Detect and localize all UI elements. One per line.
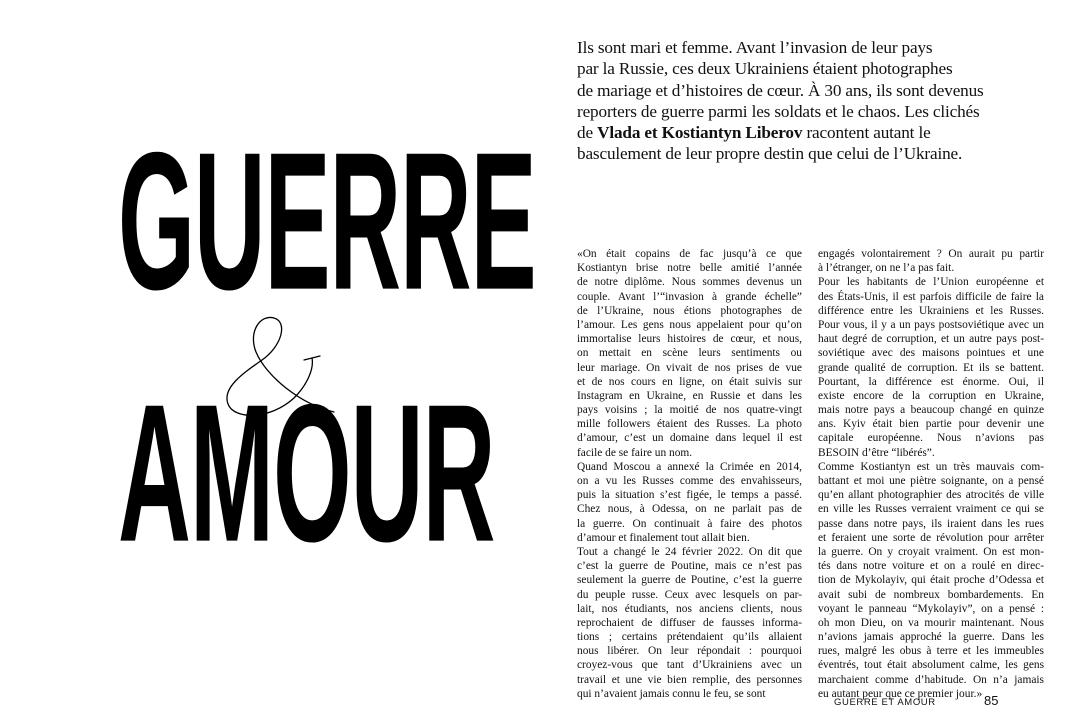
headline-word-guerre: GUERRE [118,112,536,331]
body-line: «On était copains de fac jusqu’à ce que [577,248,802,260]
lede-line: reporters de guerre parmi les soldats et le chaos. Les clichés [577,101,980,121]
lede-line [577,122,997,143]
body-line: capitale européenne. Nous n’avions pas [818,432,1044,445]
body-line: Comme Kostiantyn est un très mauvais com- [818,460,1044,473]
body-line: en ville les Russes verraient vraiment ce qui se [818,503,1044,516]
body-line: immortalise leurs histoires de cœur, et nous, [577,333,802,346]
body-line: avait subi de nombreux bombardements. En [818,588,1044,601]
body-line: de l’Ukraine, nous étions photographes de [577,304,802,317]
body-line: à l’étranger, on ne l’a pas fait. [818,262,955,275]
lede-paragraph [577,37,997,165]
body-line: Kostiantyn brise notre belle amitié l’année [577,262,802,275]
lede-line: basculement de leur propre destin que celui de l’Ukraine. [577,144,963,164]
body-line: tions ; certains prétendaient qu’ils allaient [577,631,802,644]
body-line: d’amour, c’est un domaine dans lequel il est [577,432,802,445]
body-line: tés dans notre voiture et on a roulé en direc- [818,560,1044,573]
body-line: Tout a changé le 24 février 2022. On dit que [577,545,802,558]
body-line: engagés volontairement ? On aurait pu partir [818,248,1044,260]
lede-line: par la Russie, ces deux Ukrainiens étaient photographes [577,59,953,79]
body-line: mais notre pays a beaucoup changé en quinze [818,404,1044,417]
body-line: la guerre. On y croyait vraiment. On est mon- [818,545,1044,558]
body-line: n’avions jamais approché la guerre. Dans les [818,631,1044,644]
body-line: on mettait en scène leurs sentiments ou [577,347,802,360]
page-number: 85 [984,693,999,708]
body-line: eu autant peur que ce premier jour.» [818,687,983,700]
author-names: Vlada et Kostiantyn Liberov [597,123,803,143]
body-line: oh mon Dieu, on va mourir maintenant. Nous [818,616,1044,629]
body-line: voyant le panneau “Mykolayiv”, on a pensé : [818,602,1044,615]
body-line: soviétique avec des maisons pointues et une [818,347,1044,360]
running-footer: GUERRE ET AMOUR [834,697,936,708]
lede-text: de [577,123,598,143]
body-line: tion de Mykolayiv, qui était proche d’Odessa et [818,574,1044,587]
body-line: Pour vous, il y a un pays postsoviétique avec un [818,318,1044,331]
body-line: c’est la guerre de Poutine, mais ce n’est pas [577,560,802,573]
lede-line: de mariage et d’histoires de cœur. À 30 ans, ils sont devenus [577,80,984,100]
body-line: BESOIN d’être “libérés”. [818,446,935,459]
body-line: passe dans notre pays, ils iraient dans les rues [818,517,1044,530]
body-line: marchaient comme d’habitude. On n’a jamais [818,673,1044,686]
body-line: différence entre les Ukrainiens et les Russes. [818,304,1044,317]
body-line: mille followers étaient des Russes. La photo [577,418,802,431]
body-line: puis la situation s’est figée, le temps a passé. [577,489,802,502]
body-line: grande qualité de corruption. Et ils se battent. [818,361,1044,374]
body-line: travail et une vie bien remplie, des personnes [577,673,802,686]
body-line: et de nos cours en ligne, on était suivis sur [577,375,802,388]
body-line: qu’en allant photographier des atrocités de ville [818,489,1044,502]
body-line: Instagram en Ukraine, en Russie et dans les [577,389,802,402]
body-line: battant et moi une piètre soignante, on a pensé [818,475,1044,487]
body-line: Chez nous, à Odessa, on ne parlait pas de [577,503,802,516]
body-line: pays voisins ; la moitié de nos quatre-vingt [577,404,802,417]
body-line: reprochaient de diffuser de fausses informa- [577,616,802,629]
body-line: haut degré de corruption, et un autre pays post- [818,333,1044,346]
lede-text: racontent autant le [802,123,931,143]
lede-line: Ils sont mari et femme. Avant l’invasion de leur pays [577,38,933,57]
body-line: et feraient une sorte de révolution pour arrêter [818,531,1044,544]
body-line: des États-Unis, il est parfois difficile de faire la [818,290,1044,303]
body-line: rues, malgré les obus à terre et les immeubles [818,645,1044,658]
body-line: qui n’avaient jamais connu le feu, se sont [577,687,766,700]
body-line: de notre diplôme. Nous sommes devenus un [577,276,802,289]
body-line: nous libérer. On leur répondait : pourquoi [577,645,802,658]
body-line: l’amour. Les gens nous appelaient pour qu’on [577,318,802,331]
headline-word-amour: AMOUR [118,364,495,583]
body-line: du peuple russe. Ceux avec lesquels on par- [577,588,802,601]
body-line: on a vu les Russes comme des envahisseurs, [577,475,802,487]
body-line: éventrés, tout était absolument calme, les gens [818,659,1044,672]
body-line: seulement la guerre de Poutine, c’est la guerre [577,574,802,587]
body-line: couple. Avant l’“invasion à grande échelle” [577,290,802,303]
body-line: Quand Moscou a annexé la Crimée en 2014, [577,460,802,473]
body-column-right [818,247,1044,701]
body-line: existe encore de la corruption en Ukraine, [818,389,1044,402]
body-line: d’amour et finalement tout allait bien. [577,531,750,544]
body-line: croyez-vous que tant d’Ukrainiens avec un [577,659,802,672]
body-line: Pour les habitants de l’Union européenne et [818,276,1044,289]
body-column-left [577,247,802,701]
body-line: facile de se faire un nom. [577,446,693,459]
body-line: Pourtant, la différence est énorme. Oui, il [818,375,1044,388]
body-line: leur mariage. On vivait de nos prises de vue [577,361,802,374]
body-line: ans. Kyiv était bien partie pour devenir une [818,418,1044,431]
body-line: la guerre. On continuait à faire des photos [577,517,802,530]
body-line: lait, nos étudiants, nos anciens clients, nous [577,602,802,615]
